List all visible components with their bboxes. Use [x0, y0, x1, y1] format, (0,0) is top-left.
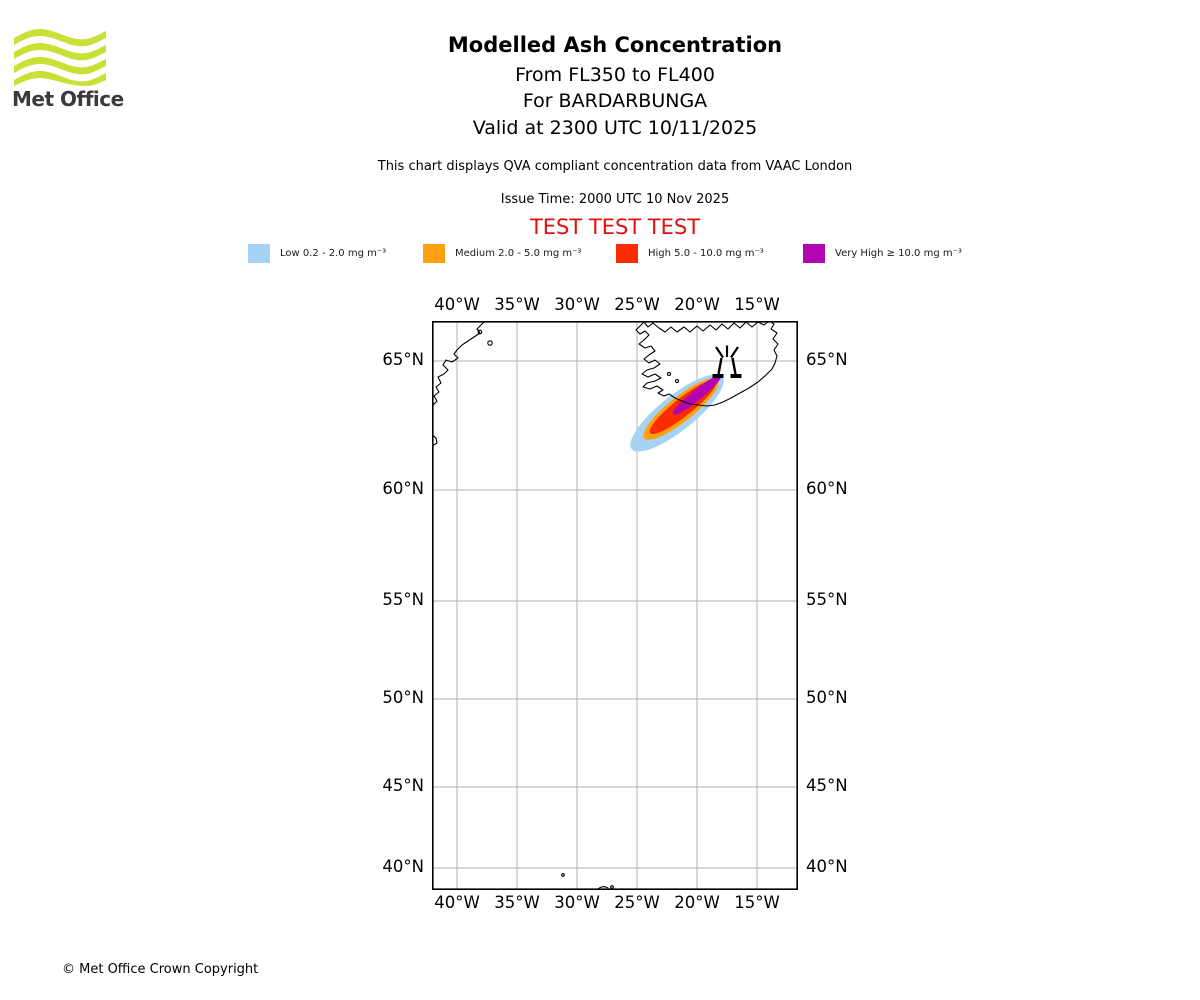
page-title: Modelled Ash Concentration — [447, 33, 783, 57]
azores-island — [611, 886, 614, 889]
greenland-coast — [432, 321, 485, 406]
met-office-logo-text: Met Office — [12, 87, 124, 111]
legend-item-medium — [423, 244, 581, 263]
lat-label-left-45n: 45°N — [382, 776, 424, 795]
lat-label-right-40n: 40°N — [806, 857, 848, 876]
lat-label-right-45n: 45°N — [806, 776, 848, 795]
volcano-subtitle: For BARDARBUNGA — [522, 90, 708, 112]
lon-label-top-25w: 25°W — [614, 295, 660, 314]
lon-label-bottom-25w: 25°W — [614, 893, 660, 912]
qva-note: This chart displays QVA compliant concentration data from VAAC London — [377, 159, 853, 174]
legend-swatch-low — [248, 244, 270, 263]
iceland-islet — [676, 380, 679, 383]
grid-lines — [432, 321, 798, 890]
map-frame — [433, 322, 797, 889]
legend-swatch-medium — [423, 244, 445, 263]
lon-label-top-15w: 15°W — [734, 295, 780, 314]
lon-label-top-35w: 35°W — [494, 295, 540, 314]
flight-level-subtitle: From FL350 to FL400 — [515, 64, 715, 86]
lon-label-bottom-35w: 35°W — [494, 893, 540, 912]
coastlines — [432, 321, 778, 889]
lon-label-bottom-15w: 15°W — [734, 893, 780, 912]
lat-label-left-40n: 40°N — [382, 857, 424, 876]
lat-label-left-50n: 50°N — [382, 688, 424, 707]
lon-label-top-20w: 20°W — [674, 295, 720, 314]
iceland-islet — [668, 373, 671, 376]
legend-label-very-high: Very High ≥ 10.0 mg m⁻³ — [835, 248, 962, 259]
lat-label-right-65n: 65°N — [806, 350, 848, 369]
lon-label-bottom-40w: 40°W — [434, 893, 480, 912]
lat-label-right-50n: 50°N — [806, 688, 848, 707]
test-banner: TEST TEST TEST — [529, 215, 701, 239]
valid-time-subtitle: Valid at 2300 UTC 10/11/2025 — [472, 117, 758, 139]
copyright-text: © Met Office Crown Copyright — [62, 962, 259, 977]
lat-label-left-60n: 60°N — [382, 479, 424, 498]
legend-item-very-high — [803, 244, 962, 263]
legend-label-high: High 5.0 - 10.0 mg m⁻³ — [648, 248, 764, 259]
legend-swatch-high — [616, 244, 638, 263]
azores-island — [562, 874, 565, 877]
lat-label-left-55n: 55°N — [382, 590, 424, 609]
legend-label-low: Low 0.2 - 2.0 mg m⁻³ — [280, 248, 387, 259]
legend-item-high — [616, 244, 764, 263]
map-canvas — [432, 321, 798, 890]
legend-item-low — [248, 244, 386, 263]
lon-label-bottom-20w: 20°W — [674, 893, 720, 912]
lat-label-right-60n: 60°N — [806, 479, 848, 498]
greenland-island — [478, 330, 482, 334]
legend-swatch-very-high — [803, 244, 825, 263]
ash-plume — [621, 363, 734, 463]
legend-label-medium: Medium 2.0 - 5.0 mg m⁻³ — [455, 248, 582, 259]
lon-label-top-30w: 30°W — [554, 295, 600, 314]
greenland-island — [488, 341, 492, 345]
lat-label-left-65n: 65°N — [382, 350, 424, 369]
lon-label-bottom-30w: 30°W — [554, 893, 600, 912]
lon-label-top-40w: 40°W — [434, 295, 480, 314]
issue-time: Issue Time: 2000 UTC 10 Nov 2025 — [500, 192, 730, 207]
lat-label-right-55n: 55°N — [806, 590, 848, 609]
